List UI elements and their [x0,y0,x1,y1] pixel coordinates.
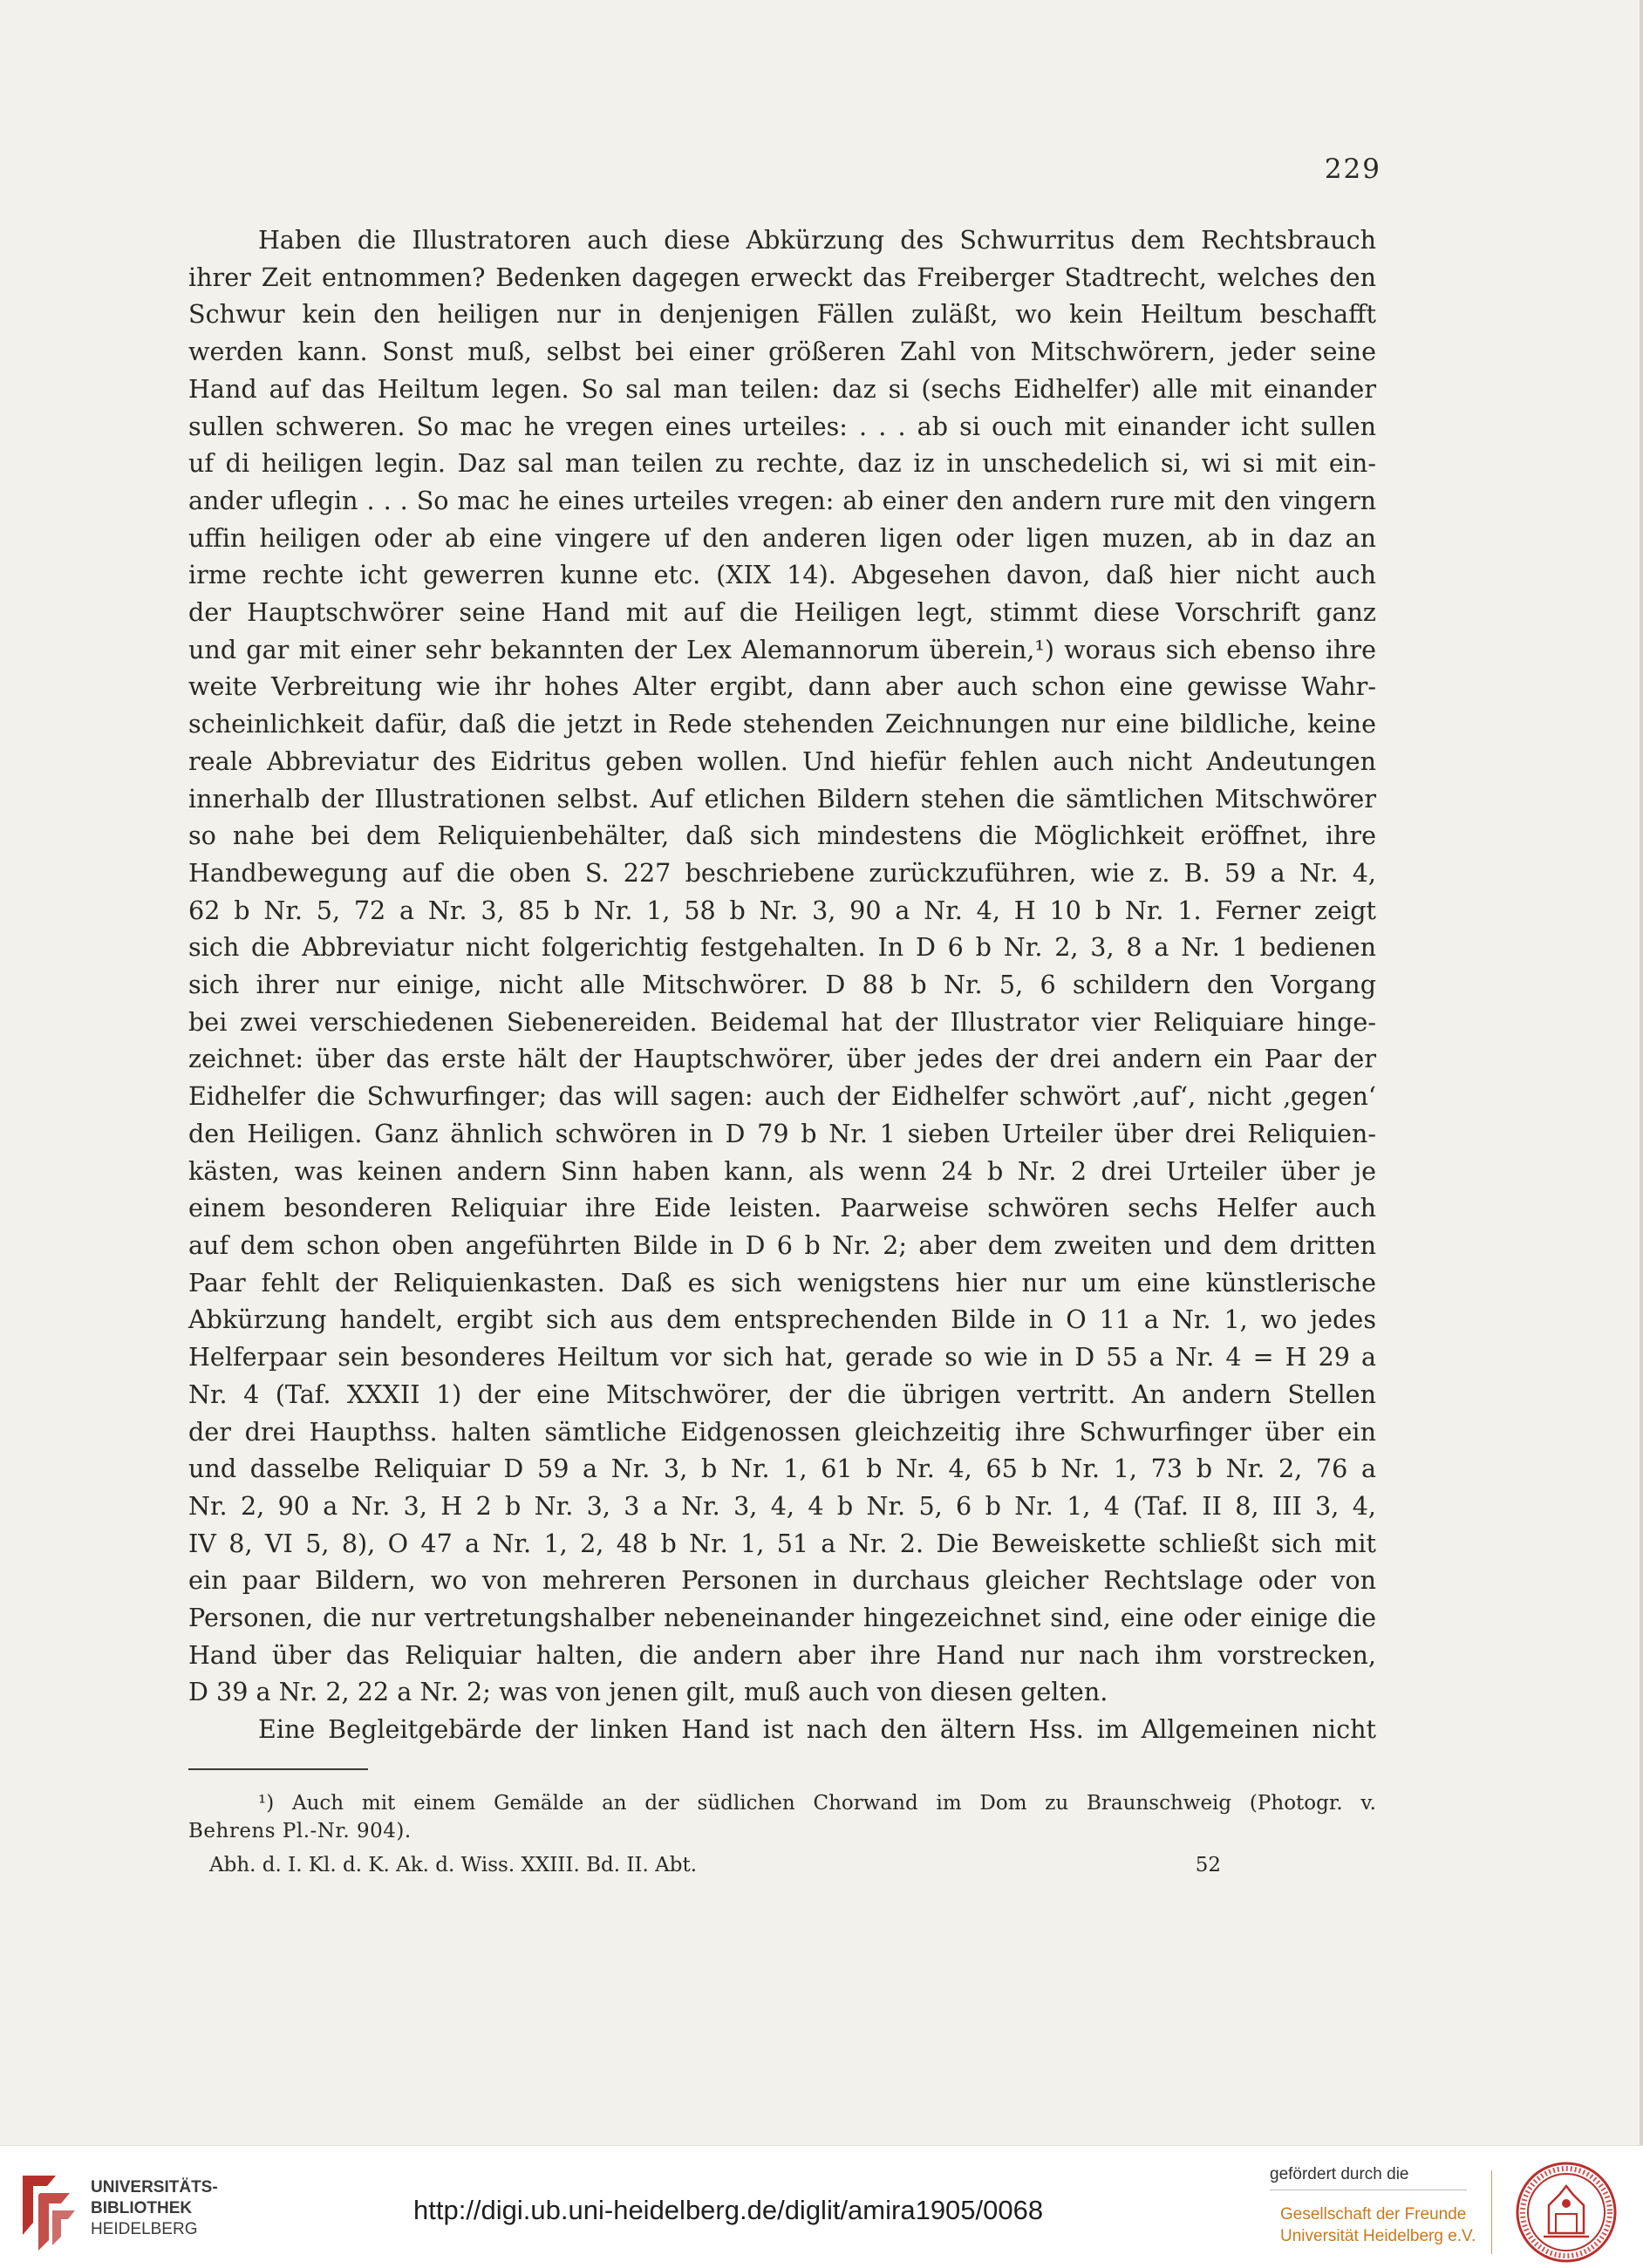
text-line: einem besonderen Reliquiar ihre Eide leisten. Paarweise schwören sechs Helfer auch [188,1193,1376,1223]
text-line: Nr. 4 (Taf. XXXII 1) der eine Mitschwörer, der die übrigen vertritt. An andern Stellen [188,1379,1376,1409]
text-line: sich die Abbreviatur nicht folgerichtig festgehalten. In D 6 b Nr. 2, 3, 8 a Nr. 1 bedienen [188,932,1376,963]
library-name-line-3: HEIDELBERG [91,2220,198,2238]
sponsor-label: gefördert durch die [1270,2165,1409,2183]
university-seal-icon [1514,2160,1619,2265]
text-line: kästen, was keinen andern Sinn haben kann, als wenn 24 b Nr. 2 drei Urteiler über je [188,1155,1376,1186]
page-number: 229 [1324,153,1381,185]
text-line: und dasselbe Reliquiar D 59 a Nr. 3, b Nr. 1, 61 b Nr. 4, 65 b Nr. 1, 73 b Nr. 2, 76 a [188,1454,1376,1484]
text-line: so nahe bei dem Reliquienbehälter, daß sich mindestens die Möglichkeit eröffnet, ihre [188,821,1376,851]
text-line: und gar mit einer sehr bekannten der Lex Alemannorum überein,¹) woraus sich ebenso ihre [188,634,1376,664]
permalink-url[interactable]: http://digi.ub.uni-heidelberg.de/diglit/amira1905/0068 [413,2195,1044,2225]
text-line: innerhalb der Illustrationen selbst. Auf etlichen Bildern stehen die sämtlichen Mitschwörer [188,783,1376,814]
text-line: Haben die Illustratoren auch diese Abkürzung des Schwurritus dem Rechtsbrauch [258,225,1376,255]
paragraph-1 [188,221,1376,1711]
sponsor-name [1280,2203,1476,2247]
text-line: den Heiligen. Ganz ähnlich schwören in D 79 b Nr. 1 sieben Urteiler über drei Reliquien- [188,1118,1376,1148]
sponsor-vertical-divider [1491,2170,1492,2254]
text-line: bei zwei verschiedenen Siebenereiden. Beidemal hat der Illustrator vier Reliquiare hinge- [188,1006,1376,1037]
page-edge-shadow [1640,0,1643,2145]
text-line: IV 8, VI 5, 8), O 47 a Nr. 1, 2, 48 b Nr. 1, 51 a Nr. 2. Die Beweiskette schließt sich mit [188,1528,1376,1558]
text-line: uffin heiligen oder ab eine vingere uf den anderen ligen oder ligen muzen, ab in daz an [188,522,1376,553]
printer-signature [209,1854,1221,1876]
signature-publication: Abh. d. I. Kl. d. K. Ak. d. Wiss. XXIII. Bd. II. Abt. [209,1854,698,1876]
text-line: Nr. 2, 90 a Nr. 3, H 2 b Nr. 3, 3 a Nr. 3, 4, 4 b Nr. 5, 6 b Nr. 1, 4 (Taf. II 8, III 3, 4, [188,1490,1376,1521]
text-line: Helferpaar sein besonderes Heiltum vor sich hat, gerade so wie in D 55 a Nr. 4 = H 29 a [188,1342,1376,1372]
text-line: werden kann. Sonst muß, selbst bei einer größeren Zahl von Mitschwörern, jeder seine [188,337,1376,367]
footnote-line-1: ¹) Auch mit einem Gemälde an der südlichen Chorwand im Dom zu Braunschweig (Photogr. v. [258,1792,1376,1815]
text-line: Schwur kein den heiligen nur in denjenigen Fällen zuläßt, wo kein Heiltum beschafft [188,299,1376,330]
text-line: scheinlichkeit dafür, daß die jetzt in Rede stehenden Zeichnungen nur eine bildliche, keine [188,709,1376,739]
digitization-footer [0,2145,1643,2268]
text-line: Hand auf das Heiltum legen. So sal man teilen: daz si (sechs Eidhelfer) alle mit einander [188,373,1376,404]
text-line: 62 b Nr. 5, 72 a Nr. 3, 85 b Nr. 1, 58 b Nr. 3, 90 a Nr. 4, H 10 b Nr. 1. Ferner zeigt [188,895,1376,925]
text-line: Eidhelfer die Schwurfinger; das will sagen: auch der Eidhelfer schwört ‚auf‘, nicht ‚gegen‘ [188,1081,1376,1112]
text-line: sich ihrer nur einige, nicht alle Mitschwörer. D 88 b Nr. 5, 6 schildern den Vorgang [188,970,1376,1000]
text-line: der drei Haupthss. halten sämtliche Eidgenossen gleichzeitig ihre Schwurfinger über ein [188,1416,1376,1447]
footnote-line-2: Behrens Pl.-Nr. 904). [188,1820,412,1842]
text-line: weite Verbreitung wie ihr hohes Alter ergibt, dann aber auch schon eine gewisse Wahr- [188,671,1376,702]
text-line: der Hauptschwörer seine Hand mit auf die Heiligen legt, stimmt diese Vorschrift ganz [188,597,1376,628]
paragraph-2 [188,1711,1376,1748]
ub-heidelberg-logo-icon [17,2167,78,2251]
text-line: ihrer Zeit entnommen? Bedenken dagegen erweckt das Freiberger Stadtrecht, welches den [188,262,1376,292]
text-line: ander uflegin . . . So mac he eines urteiles vregen: ab einer den andern rure mit den vingern [188,485,1376,515]
library-name-line-1: UNIVERSITÄTS- [91,2178,218,2196]
body-text [188,221,1376,1748]
text-line: D 39 a Nr. 2, 22 a Nr. 2; was von jenen gilt, muß auch von diesen gelten. [188,1677,1108,1707]
text-line: reale Abbreviatur des Eidritus geben wollen. Und hiefür fehlen auch nicht Andeutungen [188,746,1376,776]
sponsor-name-line-1: Gesellschaft der Freunde [1280,2205,1467,2224]
footnote-separator [188,1768,368,1770]
text-line: Eine Begleitgebärde der linken Hand ist nach den ältern Hss. im Allgemeinen nicht [258,1714,1376,1745]
text-line: Handbewegung auf die oben S. 227 beschriebene zurückzuführen, wie z. B. 59 a Nr. 4, [188,857,1376,888]
text-line: ein paar Bildern, wo von mehreren Personen in durchaus gleicher Rechtslage oder von [188,1565,1376,1596]
library-name-line-2: BIBLIOTHEK [91,2199,193,2217]
sponsor-name-line-2: Universität Heidelberg e.V. [1280,2227,1476,2245]
text-line: Personen, die nur vertretungshalber nebeneinander hingezeichnet sind, eine oder einige die [188,1603,1376,1633]
text-line: irme rechte icht gewerren kunne etc. (XIX 14). Abgesehen davon, daß hier nicht auch [188,560,1376,590]
library-name [91,2177,218,2240]
text-line: sullen schweren. So mac he vregen eines urteiles: . . . ab si ouch mit einander icht sullen [188,411,1376,441]
footnote [188,1789,1376,1845]
signature-sheet-number: 52 [1195,1854,1221,1876]
text-line: Paar fehlt der Reliquienkasten. Daß es sich wenigstens hier nur um eine künstlerische [188,1267,1376,1297]
text-line: zeichnet: über das erste hält der Hauptschwörer, über jedes der drei andern ein Paar der [188,1044,1376,1074]
text-line: Abkürzung handelt, ergibt sich aus dem entsprechenden Bilde in O 11 a Nr. 1, wo jedes [188,1304,1376,1335]
text-line: auf dem schon oben angeführten Bilde in D 6 b Nr. 2; aber dem zweiten und dem dritten [188,1229,1376,1260]
text-line: Hand über das Reliquiar halten, die andern aber ihre Hand nur nach ihm vorstrecken, [188,1639,1376,1670]
text-line: uf di heiligen legin. Daz sal man teilen zu rechte, daz iz in unschedelich si, wi si mit ein- [188,448,1376,479]
